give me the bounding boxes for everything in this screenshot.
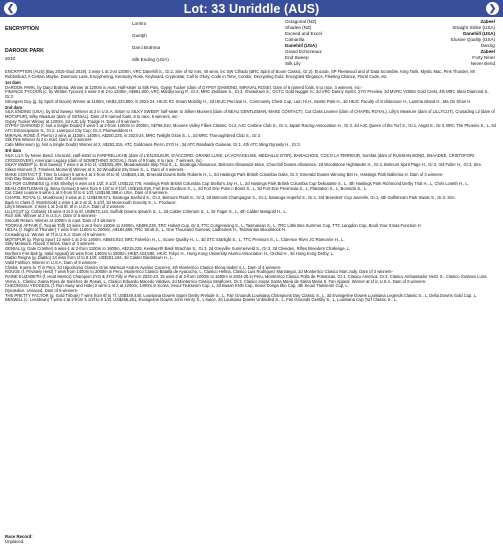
pedigree-gen4: Never Bend bbox=[470, 61, 495, 66]
pedigree-gen4: Forty Niner bbox=[472, 55, 495, 60]
pedigree-dam-year: 2010 bbox=[5, 56, 16, 61]
pedigree-gen4: Zabeel bbox=[480, 49, 495, 54]
pedigree-gen4: Danzig bbox=[480, 43, 495, 48]
list-item: GO FOR GUINNESS (g. Irish Shelby) 6 wins at 6 1/2f, 8 1/2f, US$122,778, Hastings Park British Columbia Cup Stellar's Jay H., L, 2d Hastings Park British Columbia Cup Debutante S., L, 4th Hastings Park Richmond Derby Trial H., L, Chris Loseth H., L. bbox=[5, 180, 469, 186]
pedigree-gen4: Elusive Quality (USA) bbox=[450, 37, 495, 42]
pedigree-gen2: Darci Brahma bbox=[132, 45, 161, 50]
list-item: Crusading Lil. Winner at 7f in U.S.A. Dam of 5 winners- bbox=[5, 232, 107, 238]
list-item: GYPSY DIAMOND (f. Not a Single Doubt) 4 wins-1 at 2-from 1200m to 2000m, A$796,010, Moonee Valley Fillies Classic, Gr.2, AJC Carbine Club S., Gr.3, Japan Racing Association H., Gr.3, 2d AJC Queen of the Turf S., Gr.1, Angst S., Gr.3, BRC The Phoenix S., L, 3d ATC Emancipation S., Gr.2, Liverpool City Cup, Gr.3, Plumwedders H. bbox=[5, 123, 496, 134]
list-item: TOORAK AFFAIR (f. Toorak Toff) 10 wins-1 at 2-from 1100m to 2400m, A$489,225, TRC Hobart Cup, Gr.3, TTC Cosgreening S., L, Tasmanian S., L, TRC Little Bee Summer Cup, TTC Langdon Cup, Book Your Xmas Function H. bbox=[5, 222, 422, 228]
list-item: CHEONGSU YEOGEOL (f. Run Away and Hide) 2 wins-1 at 2-at 1200m, 1400m in Korea, Seoul Ttukseom Cup, L, 2d Busan KNN Cup, Seoul Donga Ilbo Cup, 4th Seoul Ttukseom Cup, L. bbox=[5, 283, 349, 289]
dam1-heading: 1st dam bbox=[5, 79, 21, 85]
list-item: Rich Silk. Winner at 2 in U.S.A. Dam of 5 winners- bbox=[5, 213, 97, 219]
pedigree-gen2: Guelph bbox=[132, 33, 147, 38]
pedigree-gen3: Danehill (USA) bbox=[285, 43, 317, 48]
list-item: MOTSPUR (g. Flying Spur) 12 wins-1 at 2-to 1400m, A$645,910, BRC Falvelon H., L, Scone Quality H., L, 3d STC Starlight S., L, TTC Premium S., L, Clarence River JC Ramornie H., L. bbox=[5, 236, 345, 242]
list-item: CHAPEL ROYAL (c. Montbrook) 3 wins at 2, US$439,571, Saratoga Sanford S., Gr.2, Belmont Flash S., Gr.3, 2d Belmont Champagne S., Gr.1, Saratoga Hopeful S., Gr.1, 3rd Breeders' Cup Juvenile, Gr.1, 4th Gulfstream Park Swale S., Gr.3. Sire. bbox=[5, 194, 456, 200]
list-item: FINANCE TYCOON (c. by Written Tycoon) 4 wins-3 at 2-to 1200m, A$961,000, VRC Maribyrnong P., Gr.3, MRC Zeditave S., Gr.3, Showdown S., GCTC Gold Nugget H., 2d VRC Danny Sprint, 2YO Preview, 3d MVRC VOBIS Gold Crest, 4th MRC Ideal Diamond S., Gr.3. bbox=[5, 89, 490, 99]
list-item: Lilly's Measure. 2 wins-1 at 2-at 5f, 6f in U.S.A. Dam of 2 winners- bbox=[5, 204, 126, 210]
list-item: Cafe Millennium (g. Not a Single Doubt) Winner at 2, A$252,315, ATC Goldmans Pierro 2YO H., 3d ATC Randwick Guineas, Gr.1, 4th ATC Ming Dynasty H., Gr.3. bbox=[5, 142, 301, 148]
list-item: ROUGE (f. Privately Held) 7 wins from 1400m to 2000m in Peru, Monterrico Clasico Batalla de Ayacucho, L, Clasico Hefina, Clasico Luis Rodriguez Mariategui, 2d Monterrico Clasico Mari Judy. Dam of 3 winners- bbox=[5, 269, 393, 275]
pedigree-sire: ENCRYPTION bbox=[5, 26, 39, 32]
chevron-right-icon[interactable]: ❯ bbox=[486, 2, 499, 15]
dam2-heading: 2nd dam bbox=[5, 104, 23, 110]
lot-header bbox=[0, 0, 503, 17]
list-item: Diablo Reigns (g. Diablo) 14 wins from 1f to 8 1/2f, US$181,194, 3d Calder Bardstown H., L. bbox=[5, 255, 174, 261]
list-item: SILKY SWEEP (c. End Sweep) 7 wins-2 at 2-to 1f, US$325,309, Meadowlands Skip Trial S., L, Saratoga Allowance, Belmont Allowance-twice, Churchill Downs Allowance, 2d Woodstone Highlander H., Gr.3, Belmont Spirit Page H., Gr.3, 3rd Fuller H., Gr.3, Sire. bbox=[5, 162, 483, 168]
list-item: LILLYCUT (g. Cutlass) 16 wins-3 at 2-to 6f, US$572,142, Suffolk Downs Ipswich S., L, 2d Calder Criterium S., L, Dr Fager S., L, 4th Calder Marigold H., L. bbox=[5, 208, 287, 214]
pedigree-table bbox=[0, 19, 503, 67]
list-item: MIRAVAL ROSE (f. Pierro) 2 wins at 1100m, 1400m, A$200,225, in 2023-24, MRC Twilight Glow S., L, 2d MRC Thoroughbred Club S., Gr.3. bbox=[5, 132, 262, 138]
list-item: GENIAL (g. Gate Crasher) 5 wins-1 at 2-from 1100m to 1600m, A$215,225, Kenilworth Basil Strachan S., Gr.3, 2d Greyville Summerveld S., Gr.3, 3d Cliveden, Rifles Breeders Challenge, L. bbox=[5, 246, 351, 252]
pedigree-gen4: Zabeel bbox=[480, 19, 495, 24]
pedigree-gen4: Danehill (USA) bbox=[463, 31, 495, 36]
pedigree-gen3: Silk Lily bbox=[285, 61, 301, 66]
race-record bbox=[5, 535, 33, 544]
chevron-left-icon[interactable]: ❮ bbox=[4, 2, 17, 15]
pedigree-gen3: Grand Echezeaux bbox=[285, 49, 322, 54]
list-item: Silken Moment (f. Timeless Moment) Winner at 2, 2d Woodbine Ety Dave S., L. Dam of 4 winners- bbox=[5, 166, 185, 172]
sire-summary: ENCRYPTION (AUS) (Bay 2015-Stud 2019). 2 wins-1 at 2-at 1200m, VRC Danehill S., Gr.2. Sire of 92 rnrs, 40 wnrs, inc SW Cifrado (BRC Spirit of Boom Classic, Gr.2), Encode, SP Fleetwood and of Data Scramble, King Tarik, Mystic Mac, Pink Thunder, Mr Rubbishoid, A Certain Maybe, Dunmoor Lass, Encyphering, Kentucky Rose, Keyboard, Cryptostar, Call to Glory, Code in Time, Condor, Decrypting Gold, Encrypted Elegance, Fleeting Chance, Floral Code, etc. bbox=[5, 69, 476, 79]
pedigree-notes bbox=[5, 70, 498, 303]
list-item: Strongest Guy (g. by Spirit of Boom) Winner at 1100m, HK$2,433,800, in 2023-24, HKJC KC Smart Mobility H., 2d HKJC Percival H., Community Chest Cup, Lam Hi H., Monte Park H., 3d HKJC Faculty of Architecture H., Lamma Island H., Ma On Shan H. bbox=[5, 98, 472, 104]
pedigree-gen3: Shadea (NZ) bbox=[285, 25, 312, 30]
list-item: BENWILL (c. Leestown) 7 wins-1 at 2-from 5 1/2f to 8 1/2f, US$265,261, Evangeline Downs John Henry S., L-twice, 2d Louisiana Downs Unbridled S., L, Fair Grounds Gentilly S., L, Louisiana Cup Turf Classic S., L. bbox=[5, 297, 398, 303]
dam3-heading: 3rd dam bbox=[5, 148, 22, 154]
race-record-value: Unplaced. bbox=[5, 538, 25, 544]
list-item: Northern Fire Ball (g. Valid Appeal) 15 wins from 1400m to 1900m, HK$7,423,590, HKJC Tokyo H., Hong Kong University Alumni Association H., Orchid H., 3d Hong Kong Derby, L. bbox=[5, 250, 335, 256]
list-item: THE PRETTY FACTOR (g. Gold Tribute) 7 wins from 6f to 7f, US$449,440, Louisiana Downs Super Derby Prelude S., L, Fair Grounds Louisiana Champions Day Classic S., L, 3d Evangeline Downs Louisiana Legends Classic S., L, Delta Downs Gold Cup, L. bbox=[5, 292, 478, 298]
dam2-summary: SILK ENDING (USA), by End Sweep. Winner at 2 in U.S.A. Sister to SILKY SWEEP, half-sister to Silken Moment (dam of BEAU GENTLEMAN, MAKE CONTACT). Cut Class Leanne (dam of CHAPEL ROYAL), Lilly's Measure (dam of LILLYCUT), Crusading Lil (dam of MOTSPUR), Silky Measure (dam of GENIAL). Dam of 9 named foals, 8 to race, 6 winners, inc:- bbox=[5, 109, 495, 120]
pedigree-gen4: Straight Strike (USA) bbox=[452, 25, 495, 30]
list-item: MAKE CONTACT (f. Time to Leave) 5 wins-4 at 2-from 6f to 9f, US$820,145, Emerald Downs Belle Roberts H., L, 2d Hastings Park British Columbia Oaks, Gr.3, Emerald Downs Winning Bet H., Hastings Park Ballerina H. Dam of 3 winners- bbox=[5, 171, 444, 177]
list-item: Irish Day Dance. Unraced. Dam of 4 winners- bbox=[5, 176, 89, 182]
pedigree-gen3: Exceed and Excel bbox=[285, 31, 322, 36]
list-item: Valid Fashion. Winner in U.S.A. Dam of 8 winners- bbox=[5, 260, 98, 266]
list-item: HELAL (f. Night of Thunder) 7 wins from 1100m to 2000m, A$182,655, TRC Strutt S., L, One Thousand Guineas, Ladbrokes H., Tasmanian Bloodstock H. bbox=[5, 227, 286, 233]
pedigree-gen3: End Sweep bbox=[285, 55, 309, 60]
list-item: RAINE ELIZABETH (f. Heat Mentor) Champion 2YO & 3YO Filly in Peru in 2022-23. 15 wins-2 at 2-from 1000m to 1600m in 2024-25 in Peru, Monterrico Clasico Polla de Potrancas, Gr.1, Clasico America, Gr.3, Clasico Ambassador Hertz S., Clasico Gustavo Luna Verna, L, Clasico Juana Rosa de Sanchez de Rosas, L, Clasico Eduardo Macedo Valdivia, 2d Monterrico Clasico Miraflores, Gr.3, Clasico Haras Santa Maria de Santa Maria S. Fan Appeal. Winner at 1f in U.S.A. Dam of 6 winners- bbox=[5, 274, 487, 284]
pedigree-dam: DAROOK PARK bbox=[5, 48, 44, 54]
list-item: Smooth Return. Winner at 1000m in Aust. Dam of 3 winners- bbox=[5, 218, 117, 224]
dam3-summary: SILK LILY, by Never Bend. Unraced. Half-sister to FANFRELUCHE (dam of L'ENJOLEUR, D'ACCORD, GRAND LUXE, LA VOYAGEUSE, MEDAILLE D'OR), BARACHOIS, COCO LA TERREUR, Somfas (dam of RUSSIAN BOND, SNAADEE, CRISTOFORI CROSSOVER), American Legacy (dam of SOMETHING SOCIAL). Dam of 9 foals, 8 to race, 7 winners, inc:- bbox=[5, 152, 475, 163]
pedigree-gen2: Silk Ending (USA) bbox=[132, 57, 169, 62]
list-item: Dynasdice. Unraced. Dam of 5 winners- bbox=[5, 287, 79, 293]
lot-title: Lot: 33 Unriddle (AUS) bbox=[183, 1, 320, 16]
list-item: Silk Pins Winner at 2 in Aust. Dam of 3 winners- bbox=[5, 137, 93, 143]
list-item: Gypsy Tucker Winner at 1200m, 2d AJC Lily Trudge H. Dam of 5 winners- bbox=[5, 118, 141, 124]
list-item: BEAU GENTLEMAN (g. Beau Genius) 5 wins from 5 1/2f to 8 1/2f, US$165,036, Fort Erie Dunburn S., L, 2d Fort Erie Puss n Boots S., L, 3d Fort Erie Peninsula S., L, Plantation S., L, Bonnicki S., L. bbox=[5, 185, 368, 191]
dam1-summary: DAROOK PARK, by Darci Brahma. Winner at 1200m in Aust. Half-sister to Silk Pins, Gypsy Tucker (dam of GYPSY DIAMOND, MIRAVAL ROSE). Dam of 6 named foals, 5 to race, 3 winners, inc:- bbox=[5, 84, 363, 90]
list-item: Silky Measure. Raced 3 times. Dam of 3 winners- bbox=[5, 241, 96, 247]
list-item: Back to Class (f. Montbrook) 2 wins-1 at 2-at 1f, 5 1/2f, 3d Monmouth Sorority S., L. Producer. bbox=[5, 199, 177, 205]
list-item: Cut Class Leanne 5 wins-1 at 2-from 5f to 8 1/2f, US$168,386 in USA. Dam of 6 winners- bbox=[5, 190, 169, 196]
pedigree-gen2: Lonhro bbox=[132, 21, 147, 26]
race-record-heading: Race Record: bbox=[5, 534, 33, 539]
pedigree-gen3: Camarilla bbox=[285, 37, 305, 42]
list-item: Clinika. 5 wins to 7f in Peru, 2d Hipodromo Clasico Gran Mariscal Andres Avelino Caceres, 4th Monterrico Clasico Elena Isabel II, L. Dam of 4 winners- bbox=[5, 264, 282, 270]
pedigree-gen3: Octagonal (NZ) bbox=[285, 19, 317, 24]
